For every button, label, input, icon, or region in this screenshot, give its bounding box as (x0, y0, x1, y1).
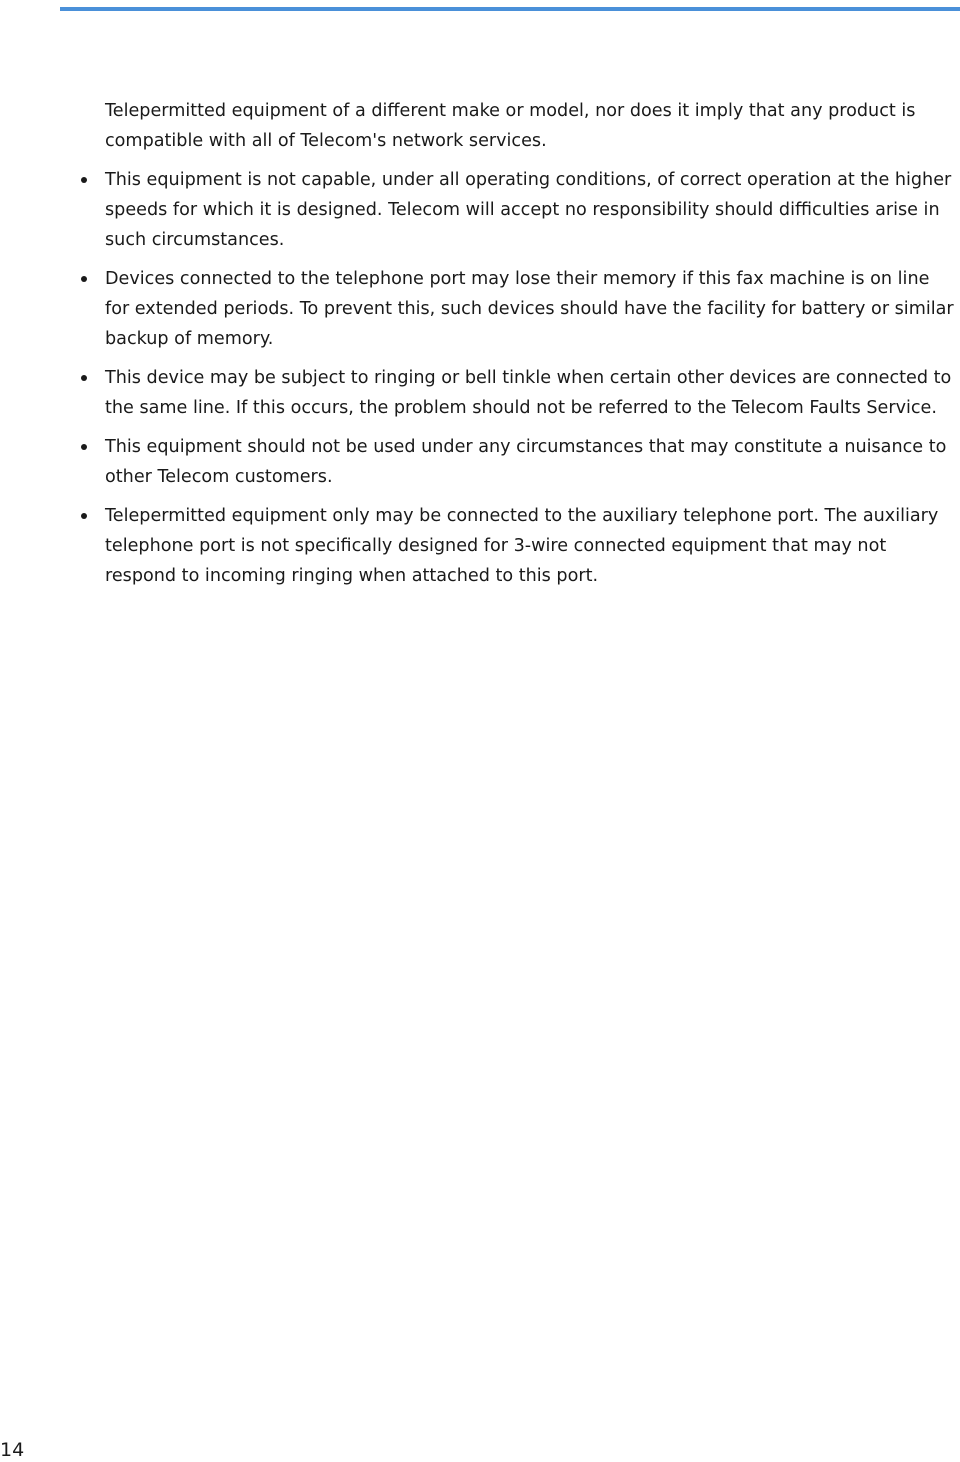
list-item (105, 432, 957, 492)
list-item-text: This device may be subject to ringing or bell tinkle when certain other devices are connected to the same line. If this occurs, the problem should not be referred to the Telecom Faults Service. (105, 368, 952, 418)
list-item (105, 165, 957, 255)
list-item (105, 363, 957, 423)
document-body (105, 96, 957, 600)
list-item (105, 264, 957, 354)
list-item-text: This equipment is not capable, under all operating conditions, of correct operation at the higher speeds for which it is designed. Telecom will accept no responsibility should difficulties arise in such circumstances. (105, 170, 952, 250)
header-rule (60, 7, 960, 11)
list-item-text: Telepermitted equipment only may be connected to the auxiliary telephone port. The auxiliary telephone port is not specifically designed for 3-wire connected equipment that may not respond to incoming ringing when attached to this port. (105, 506, 939, 586)
bullet-icon (81, 444, 87, 450)
list-item-text: This equipment should not be used under any circumstances that may constitute a nuisance to other Telecom customers. (105, 437, 947, 487)
list-item (105, 501, 957, 591)
intro-paragraph: Telepermitted equipment of a different make or model, nor does it imply that any product is compatible with all of Telecom's network services. (105, 101, 916, 151)
bullet-list (105, 165, 957, 591)
bullet-icon (81, 513, 87, 519)
bullet-icon (81, 276, 87, 282)
list-item-text: Devices connected to the telephone port may lose their memory if this fax machine is on line for extended periods. To prevent this, such devices should have the facility for battery or similar backup of memory. (105, 269, 954, 349)
bullet-icon (81, 375, 87, 381)
bullet-icon (81, 177, 87, 183)
page-number: 14 (0, 1439, 25, 1461)
